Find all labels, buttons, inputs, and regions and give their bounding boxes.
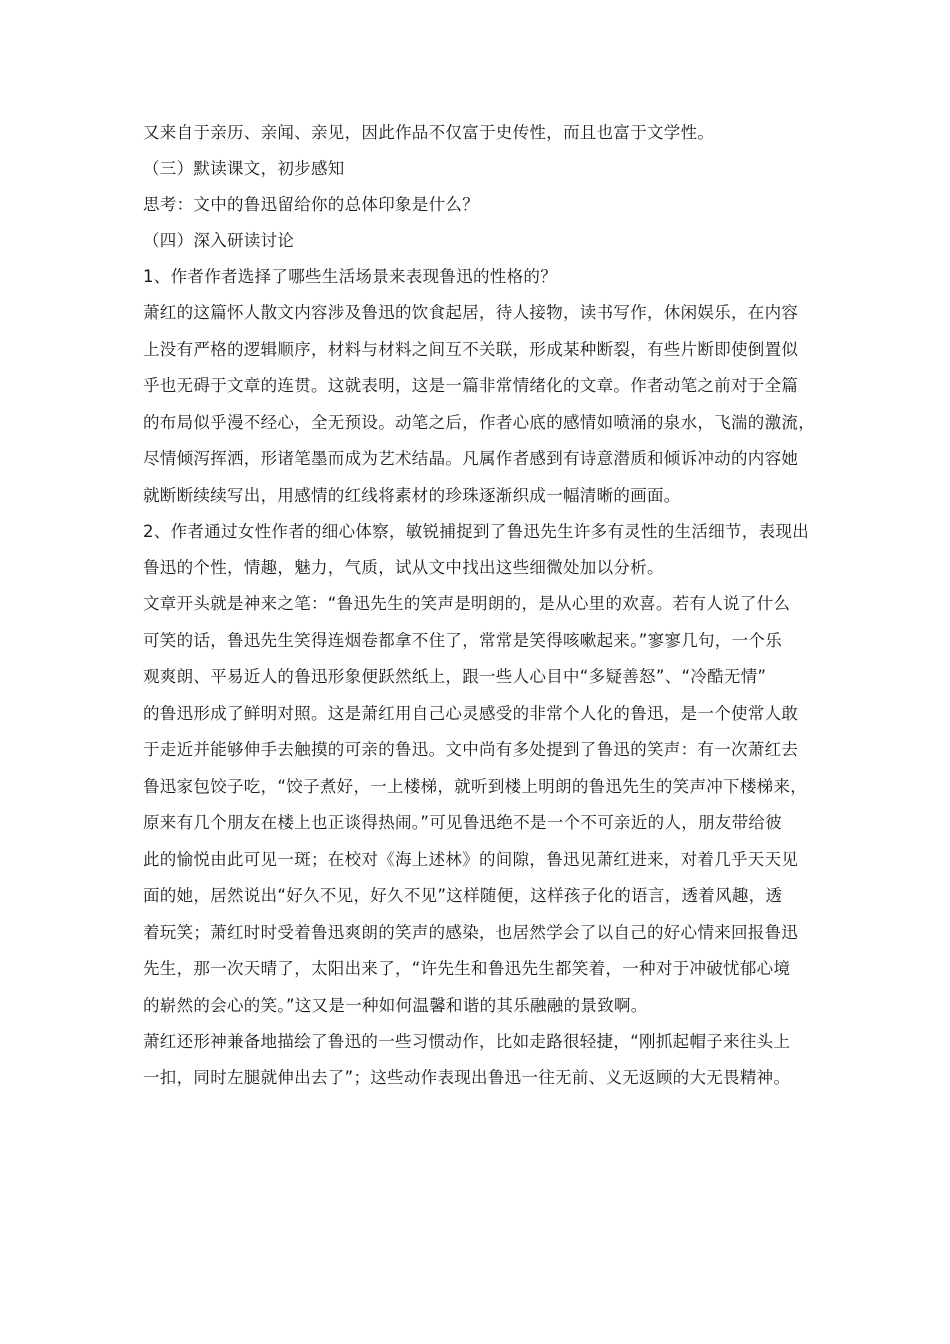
section-heading: （三）默读课文，初步感知 xyxy=(143,159,345,178)
paragraph-line: 于走近并能够伸手去触摸的可亲的鲁迅。文中尚有多处提到了鲁迅的笑声：有一次萧红去 xyxy=(143,740,799,759)
question-line: 思考：文中的鲁迅留给你的总体印象是什么？ xyxy=(143,195,479,214)
paragraph-line: 萧红的这篇怀人散文内容涉及鲁迅的饮食起居，待人接物，读书写作，休闲娱乐，在内容 xyxy=(143,303,799,322)
paragraph-line: 的崭然的会心的笑。”这又是一种如何温馨和谐的其乐融融的景致啊。 xyxy=(143,995,648,1015)
question-line: 鲁迅的个性，情趣，魅力，气质，试从文中找出这些细微处加以分析。 xyxy=(143,558,664,577)
paragraph-line: 着玩笑；萧红时时受着鲁迅爽朗的笑声的感染，也居然学会了以自己的好心情来回报鲁迅 xyxy=(143,922,799,942)
document-body xyxy=(143,121,815,1089)
paragraph-line: 面的她，居然说出“好久不见，好久不见”这样随便，这样孩子化的语言，透着风趣，透 xyxy=(143,886,783,905)
paragraph-line: 就断断续续写出，用感情的红线将素材的珍珠逐渐织成一幅清晰的画面。 xyxy=(143,485,681,505)
paragraph-line: 乎也无碍于文章的连贯。这就表明，这是一篇非常情绪化的文章。作者动笔之前对于全篇 xyxy=(143,376,799,395)
paragraph-line: 的鲁迅形成了鲜明对照。这是萧红用自己心灵感受的非常个人化的鲁迅，是一个使常人敢 xyxy=(143,703,799,723)
question-line: 1、作者作者选择了哪些生活场景来表现鲁迅的性格的？ xyxy=(143,267,557,286)
paragraph-line: 先生，那一次天晴了，太阳出来了，“许先生和鲁迅先生都笑着，一种对于冲破忧郁心境 xyxy=(143,959,791,978)
section-heading: （四）深入研读讨论 xyxy=(143,231,295,250)
text-line: 又来自于亲历、亲闻、亲见，因此作品不仅富于史传性，而且也富于文学性。 xyxy=(143,123,715,142)
paragraph-line: 萧红还形神兼备地描绘了鲁迅的一些习惯动作，比如走路很轻捷，“刚抓起帽子来往头上 xyxy=(143,1031,791,1051)
paragraph-line: 的布局似乎漫不经心，全无预设。动笔之后，作者心底的感情如喷涌的泉水，飞湍的激流， xyxy=(143,412,815,432)
paragraph-line: 尽情倾泻挥洒，形诸笔墨而成为艺术结晶。凡属作者感到有诗意潜质和倾诉冲动的内容她 xyxy=(143,449,799,468)
paragraph-line: 文章开头就是神来之笔：“鲁迅先生的笑声是明朗的，是从心里的欢喜。若有人说了什么 xyxy=(143,594,791,613)
paragraph-line: 一扣，同时左腿就伸出去了”；这些动作表现出鲁迅一往无前、义无返顾的大无畏精神。 xyxy=(143,1068,791,1087)
paragraph-line: 上没有严格的逻辑顺序，材料与材料之间互不关联，形成某种断裂，有些片断即使倒置似 xyxy=(143,339,799,359)
paragraph-line: 此的愉悦由此可见一斑；在校对《海上述林》的间隙，鲁迅见萧红进来，对着几乎天天见 xyxy=(143,849,799,869)
paragraph-line: 可笑的话，鲁迅先生笑得连烟卷都拿不住了，常常是笑得咳嗽起来。”寥寥几句，一个乐 xyxy=(143,630,782,650)
paragraph-line: 鲁迅家包饺子吃，“饺子煮好，一上楼梯，就听到楼上明朗的鲁迅先生的笑声冲下楼梯来， xyxy=(143,776,808,796)
paragraph-line: 观爽朗、平易近人的鲁迅形象便跃然纸上，跟一些人心目中“多疑善怒”、“冷酷无情” xyxy=(143,667,767,686)
paragraph-line: 原来有几个朋友在楼上也正谈得热闹。”可见鲁迅绝不是一个不可亲近的人，朋友带给彼 xyxy=(143,813,782,832)
question-line: 2、作者通过女性作者的细心体察，敏锐捕捉到了鲁迅先生许多有灵性的生活细节，表现出 xyxy=(143,521,809,541)
